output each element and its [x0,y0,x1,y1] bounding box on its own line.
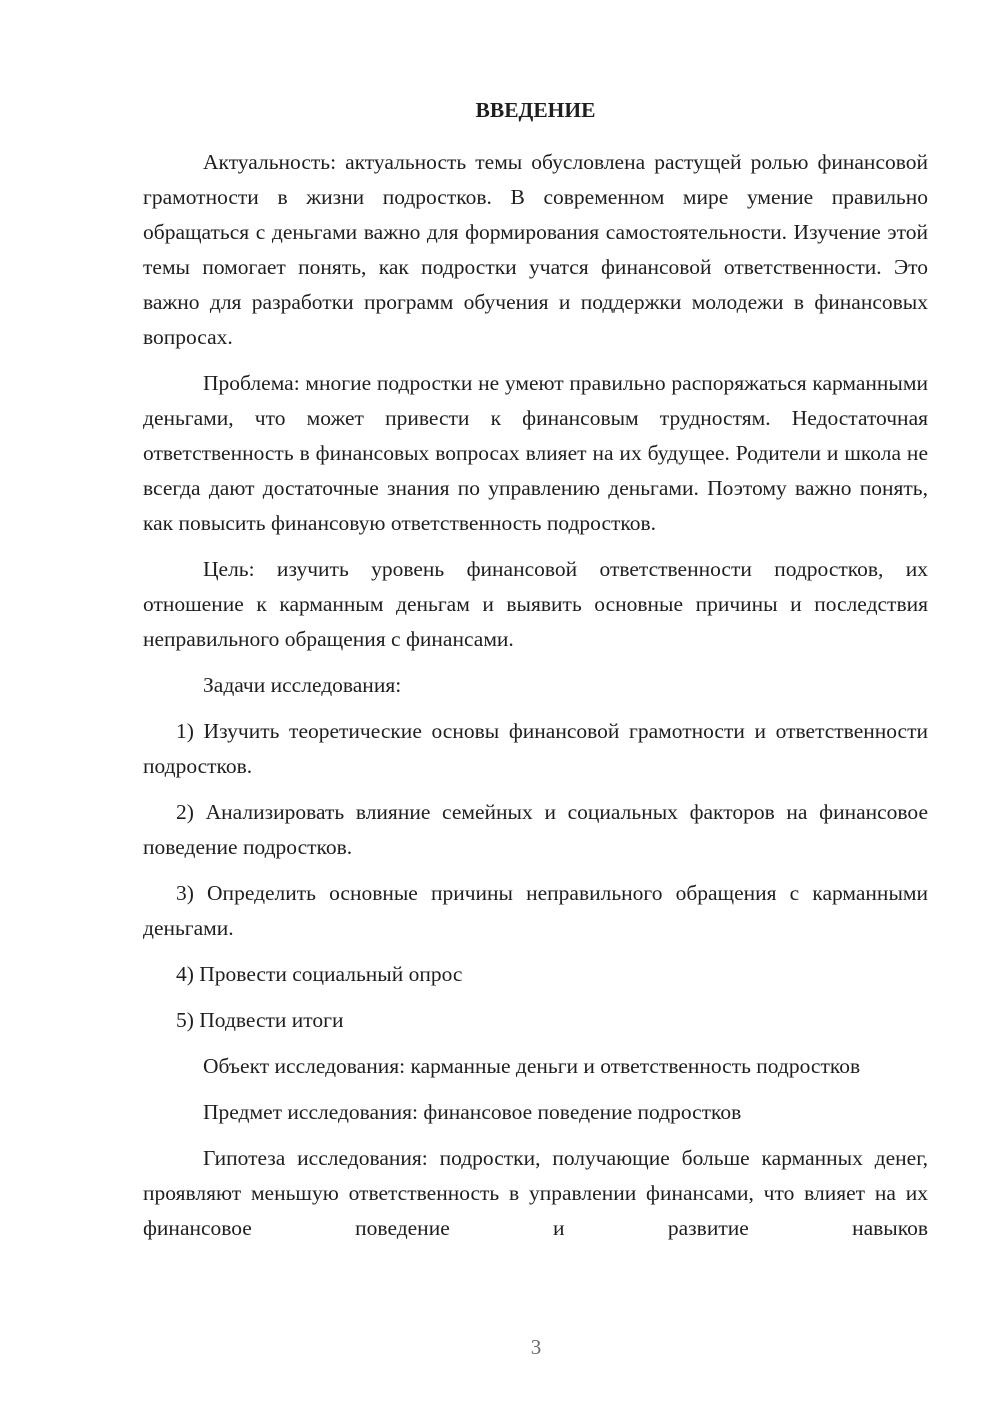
page-number: 3 [530,1335,542,1359]
relevance-paragraph: Актуальность: актуальность темы обусловлена растущей ролью финансовой грамотности в жизни подростков. В современном мире умение правильно обращаться с деньгами важно для формирования самостоятельности. Изучение этой темы помогает понять, как подростки учатся финансовой ответственности. Это важно для разработки программ обучения и поддержки молодежи в финансовых вопросах. [143,150,928,349]
task-item-4: 4) Провести социальный опрос [176,962,463,986]
hypothesis-paragraph: Гипотеза исследования: подростки, получающие больше карманных денег, проявляют меньшую ответственность в управлении финансами, что влияет на их финансовое поведение и развитие навыков [143,1146,928,1240]
problem-paragraph: Проблема: многие подростки не умеют правильно распоряжаться карманными деньгами, что может привести к финансовым трудностям. Недостаточная ответственность в финансовых вопросах влияет на их будущее. Родители и школа не всегда дают достаточные знания по управлению деньгами. Поэтому важно понять, как повысить финансовую ответственность подростков. [143,371,928,535]
goal-paragraph: Цель: изучить уровень финансовой ответственности подростков, их отношение к карманным деньгам и выявить основные причины и последствия неправильного обращения с финансами. [143,557,928,651]
task-item-1: 1) Изучить теоретические основы финансовой грамотности и ответственности подростков. [143,719,928,778]
tasks-heading: Задачи исследования: [203,673,402,697]
task-item-2: 2) Анализировать влияние семейных и социальных факторов на финансовое поведение подростков. [143,800,928,859]
page-title: ВВЕДЕНИЕ [475,98,596,122]
task-item-3: 3) Определить основные причины неправильного обращения с карманными деньгами. [143,881,928,940]
task-item-5: 5) Подвести итоги [176,1008,344,1032]
object-paragraph: Объект исследования: карманные деньги и ответственность подростков [203,1054,861,1078]
document-page [143,95,928,1246]
subject-paragraph: Предмет исследования: финансовое поведение подростков [203,1100,742,1124]
